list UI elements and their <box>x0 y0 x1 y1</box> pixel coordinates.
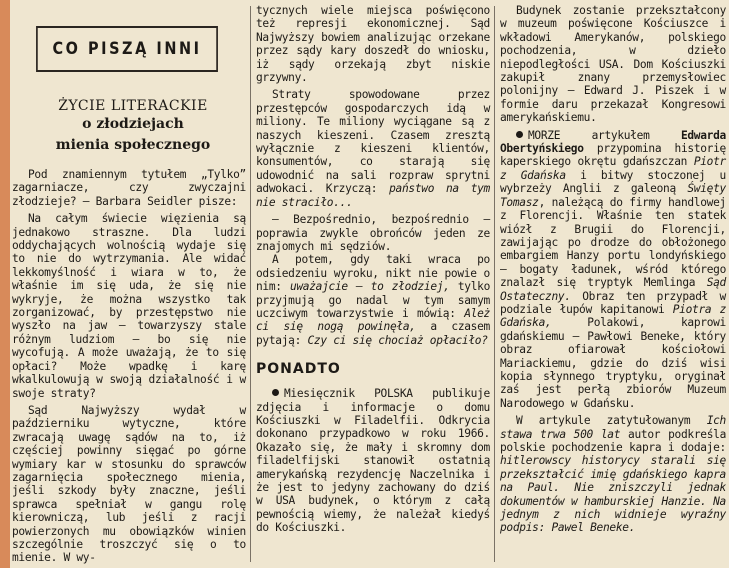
bullet-icon <box>272 389 279 396</box>
paragraph: — Bezpośrednio, bezpośrednio — poprawia zwykle obrońców jeden ze znajomych mi sędziów. <box>256 213 490 253</box>
text-run: Miesięcznik POLSKA publikuje zdjęcia i informacje o domu Kościuszki w Filadelfii. Odkrycia dokonano przypadkowo w roku 1966. Okazało się, że mały i skromny dom filadelfijski stanowił ostatnią amerykańską rezydencję Naczelnika i że jest to jedyny zachowany do dziś w USA budynek, o którym z całą pewnością wiemy, że należał kiedyś do Kościuszki. <box>256 387 490 535</box>
paragraph: tycznych wiele miejsca poświęcono też represji ekonomicznej. Sąd Najwyższy bowiem analizując orzekane przez sądy kary doszedł do wniosku, iż sądy orzekają zbyt niskie grzywny. <box>256 4 490 85</box>
column-rule <box>250 6 251 562</box>
italic-run: Piotra z Gdańska, <box>500 302 726 330</box>
text-run: przypomina historię kaperskiego okrętu gdańszczan <box>500 142 726 169</box>
text-run: a czasem pytają: <box>256 320 490 347</box>
headline-line-3: mienia społecznego <box>55 137 211 153</box>
italic-run: uważajcie — to złodziej, <box>289 280 450 294</box>
column-3 <box>500 0 726 535</box>
column-2 <box>256 0 490 535</box>
text-run: Straty spowodowane przez przestępców gospodarczych idą w miliony. Te miliony wyciągane są z naszych kieszeni. Czasem zresztą wyłącznie z kieszeni klientów, konsumentów, co starają się udowodnić na sali rozpraw sprytni adwokaci. Krzyczą: <box>256 88 490 196</box>
paragraph: Na całym świecie więzienia są jednakowo straszne. Dla ludzi oddychających wolnością wydaje się to nie do wytrzymania. Ale widać lekkomyślność i wiara w to, że właśnie im się uda, że się nie wykryje, że można wszystko tak zorganizować, by przestępstwo nie wyszło na jaw — towarzyszy stale różnym ludziom — bo się nie wycofują. A może uważają, że to się opłaci? Może wpadkę i karę wkalkulowują w swoją działalność i w swoje straty? <box>12 212 246 400</box>
italic-run: Czy ci się chociaż opłaciło? <box>307 333 488 347</box>
bold-run: Edwarda Obertyńskiego <box>500 128 726 156</box>
article-headline <box>12 98 246 156</box>
text-run: tylko przyjmują go nadal w tym samym uczciwym towarzystwie i mówią: <box>256 280 491 320</box>
italic-run: Ależ ci się nogą powinęła, <box>256 306 490 334</box>
text-run: MORZE <box>528 128 561 142</box>
column-1 <box>12 0 246 565</box>
text-run: Polakowi, kaprowi gdańskiemu — Pawłowi Beneke, który obraz ofiarował kościołowi Mariackiemu, gdzie do dziś wisi kopia słynnego tryptyku, oryginał zaś jest perłą zbiorów Muzeum Narodowego w Gdańsku. <box>500 316 726 410</box>
text-run: artykułem <box>560 128 681 142</box>
paragraph <box>256 253 490 347</box>
masthead-title: CO PISZĄ INNI <box>52 39 202 59</box>
italic-run: Sąd Ostateczny. <box>500 276 726 303</box>
paragraph <box>500 129 726 411</box>
italic-run: hitlerowscy historycy starali się przekształcić imię gdańskiego kapra na Paul. Nie zniszczyli jednak dokumentów w hamburskiej Hanzie. Na jednym z nich widnieje wyraźny podpis: Pawel Beneke. <box>500 454 726 535</box>
paragraph <box>256 387 490 534</box>
headline-line-2: o złodziejach <box>82 116 184 132</box>
text-run: A potem, gdy taki wraca po odsiedzeniu wyroku, nikt nie powie o nim: <box>256 253 490 294</box>
text-run: autor podkreśla polskie pochodzenie kapra i dodaje: <box>500 427 726 454</box>
text-run: i bitwy stoczonej u wybrzeży Anglii z galeoną <box>500 168 726 196</box>
page-edge-bar <box>0 0 10 568</box>
italic-run: państwo na tym nie straciło... <box>256 182 490 209</box>
text-run: , należącą do firmy handlowej z Florencji. Właśnie ten statek wiózł z Brugii do Florencji, zawijając po drodze do obłożonego embargiem Hanzy portu londyńskiego — bogaty ładunek, wśród którego znalazł się tryptyk Memlinga <box>500 195 726 290</box>
text-run: Obraz ten przypadł w podziale łupów kapitanowi <box>500 289 726 316</box>
paragraph <box>500 414 726 535</box>
text-run: W artykule zatytułowanym <box>516 414 707 428</box>
masthead-box <box>36 26 218 72</box>
paragraph <box>256 88 490 209</box>
bullet-icon <box>516 131 523 138</box>
italic-run: Święty Tomasz <box>500 182 726 209</box>
article-intro: Pod znamiennym tytułem „Tylko” zagarniacze, czy zwyczajni złodzieje? — Barbara Seidler pisze: <box>12 168 246 208</box>
column-rule <box>494 6 495 562</box>
italic-run: Ich stawa trwa 500 lat <box>500 414 726 441</box>
italic-run: Piotr z Gdańska <box>500 155 726 182</box>
paragraph: Sąd Najwyższy wydał w październiku wytyczne, które zwracają uwagę sądów na to, iż częściej powinny sięgać po górne wymiary kar w stosunku do sprawców zagarnięcia społecznego mienia, jeśli szkody były znaczne, jeśli sprawca spełniał w gangu rolę kierowniczą, lub jeśli z racji powierzonych mu obowiązków winien szczególnie troszczyć się o to mienie. W wy- <box>12 403 246 565</box>
headline-kicker: ŻYCIE LITERACKIE <box>58 98 208 114</box>
section-heading: PONADTO <box>256 361 341 378</box>
paragraph: Budynek zostanie przekształcony w muzeum poświęcone Kościuszce i wkładowi Amerykanów, polskiego pochodzenia, w dzieło niepodległości USA. Dom Kościuszki zakupił znany przemysłowiec polonijny — Edward J. Piszek i w formie daru przekazał Kongresowi amerykańskiemu. <box>500 4 726 125</box>
